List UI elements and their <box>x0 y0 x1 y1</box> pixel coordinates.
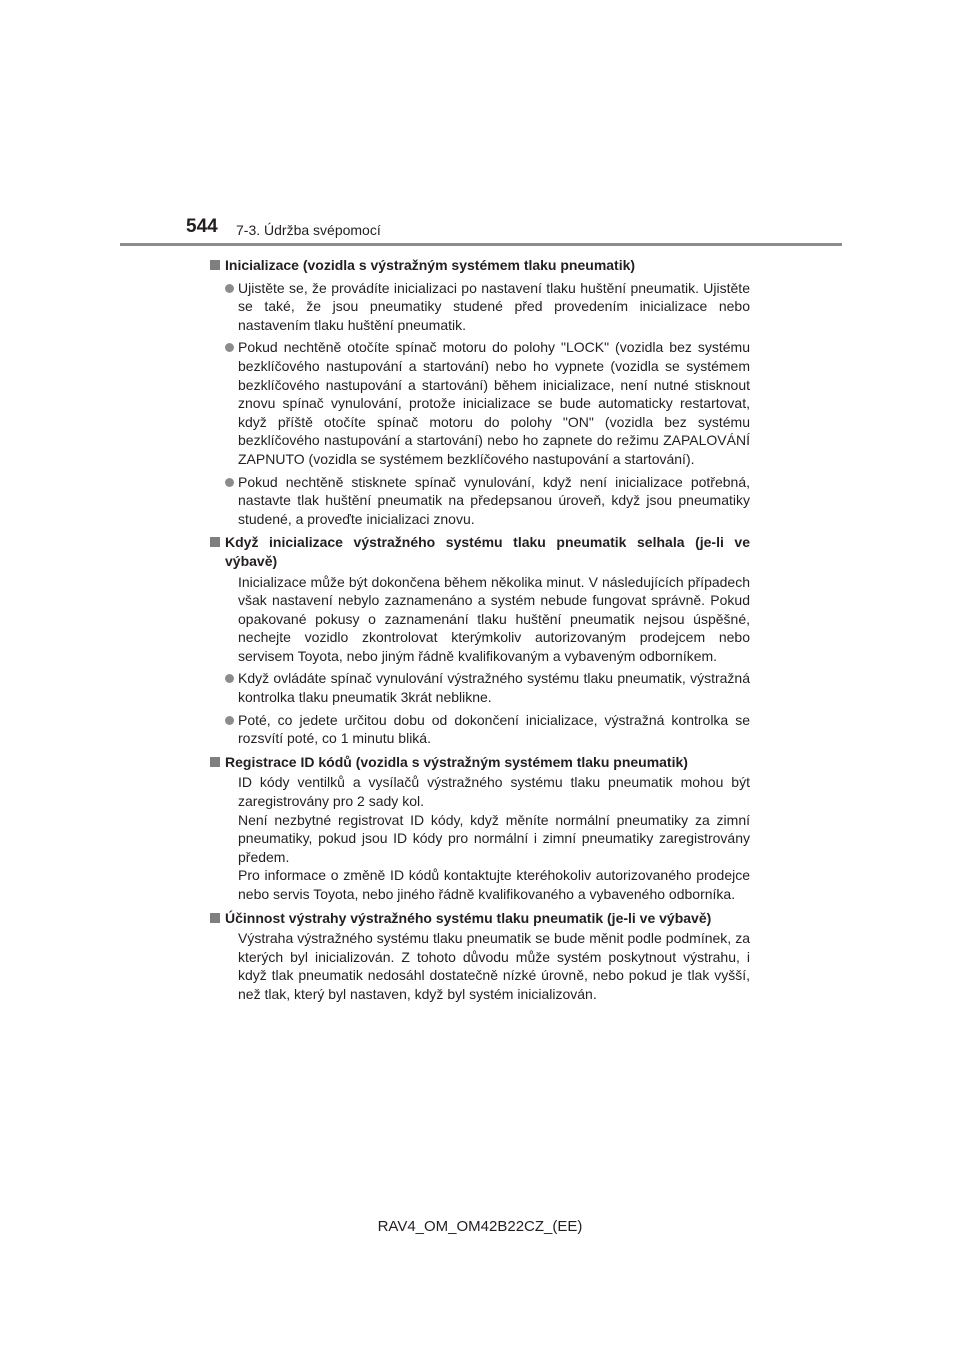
paragraph: Výstraha výstražného systému tlaku pneumatik se bude měnit podle podmínek, za kterých byl inicializován. Z tohoto důvodu může systém poskytnout výstrahu, i když tlak pneumatik nedosáhl dostatečně nízké úrovně, nebo pokud je tlak vyšší, než tlak, který byl nastaven, když byl systém inicializován. <box>238 930 750 1002</box>
circle-bullet-icon <box>225 284 234 293</box>
circle-bullet-icon <box>225 343 234 352</box>
square-bullet-icon <box>210 537 220 547</box>
page-content <box>210 256 750 1004</box>
section-title: 7-3. Údržba svépomocí <box>236 222 381 238</box>
bullet-item: Když ovládáte spínač vynulování výstražného systému tlaku pneumatik, výstražná kontrolka tlaku pneumatik 3krát neblikne. <box>210 669 750 706</box>
page-header <box>120 216 842 246</box>
circle-bullet-icon <box>225 716 234 725</box>
section-heading: Účinnost výstrahy výstražného systému tlaku pneumatik (je-li ve výbavě) <box>210 909 750 928</box>
circle-bullet-icon <box>225 478 234 487</box>
paragraph: ID kódy ventilků a vysílačů výstražného systému tlaku pneumatik mohou být zaregistrovány pro 2 sady kol. Není nezbytné registrovat ID kódy, když měníte normální pneumatiky za zimní pneumatiky, pokud jsou ID kódy pro normální i zimní pneumatiky zaregistrovány předem. Pro informace o změně ID kódů kontaktujte kteréhokoliv autorizovaného prodejce nebo servis Toyota, nebo jiného řádně kvalifikovaného a vybaveného odborníka. <box>238 774 750 902</box>
document-code: RAV4_OM_OM42B22CZ_(EE) <box>377 1218 583 1235</box>
square-bullet-icon <box>210 913 220 923</box>
bullet-item: Ujistěte se, že provádíte inicializaci po nastavení tlaku huštění pneumatik. Ujistěte se také, že jsou pneumatiky studené před provedením inicializace nebo nastavením tlaku huštění pneumatik. <box>210 279 750 335</box>
section-heading: Inicializace (vozidla s výstražným systémem tlaku pneumatik) <box>210 256 750 275</box>
bullet-item: Pokud nechtěně otočíte spínač motoru do polohy "LOCK" (vozidla bez systému bezklíčového nastupování a startování) nebo ho vypnete (vozidla se systémem bezklíčového nastupování a startování) během inicializace, není nutné stisknout znovu spínač vynulování, protože inicializace se bude automaticky restartovat, když příště otočíte spínač motoru do polohy "ON" (vozidla bez systému bezklíčového nastupování a startování) nebo ho zapnete do režimu ZAPALOVÁNÍ ZAPNUTO (vozidla se systémem bezklíčového nastupování a startování). <box>210 338 750 468</box>
paragraph: Inicializace může být dokončena během několika minut. V následujících případech však nastavení nebylo zaznamenáno a systém nebude fungovat správně. Pokud opakované pokusy o zaznamenání tlaku huštění pneumatik nejsou úspěšné, nechejte vozidlo zkontrolovat kterýmkoliv autorizovaným prodejcem nebo servisem Toyota, nebo jiným řádně kvalifikovaným a vybaveným odborníkem. <box>238 573 750 664</box>
bullet-item: Poté, co jedete určitou dobu od dokončení inicializace, výstražná kontrolka se rozsvítí poté, co 1 minutu bliká. <box>210 711 750 748</box>
square-bullet-icon <box>210 757 220 767</box>
header-rule <box>120 243 842 246</box>
section-heading: Když inicializace výstražného systému tlaku pneumatik selhala (je-li ve výbavě) <box>210 533 750 570</box>
page-number: 544 <box>186 216 218 237</box>
bullet-item: Pokud nechtěně stisknete spínač vynulování, když není inicializace potřebná, nastavte tlak huštění pneumatik na předepsanou úroveň, když jsou pneumatiky studené, a proveďte inicializaci znovu. <box>210 473 750 529</box>
section-heading: Registrace ID kódů (vozidla s výstražným systémem tlaku pneumatik) <box>210 753 750 772</box>
square-bullet-icon <box>210 260 220 270</box>
circle-bullet-icon <box>225 674 234 683</box>
